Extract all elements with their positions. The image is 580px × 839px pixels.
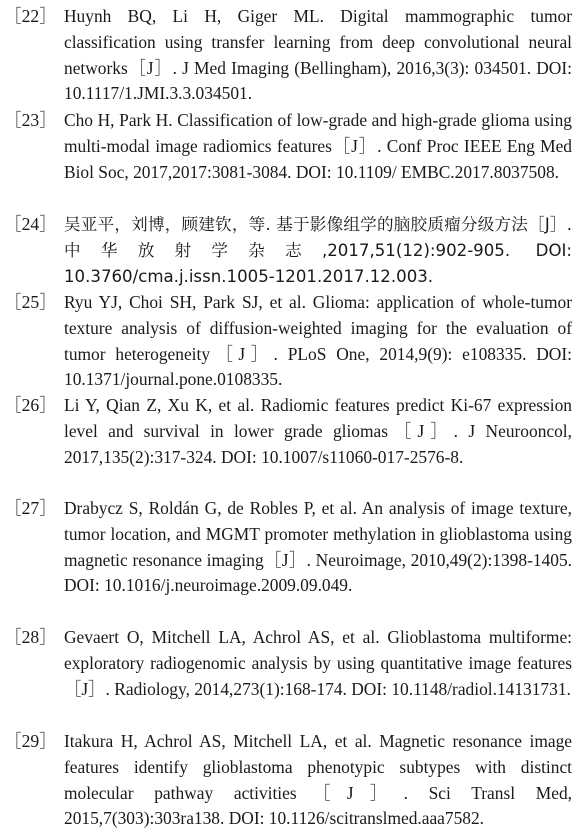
reference-text: 吴亚平，刘博，顾建钦，等. 基于影像组学的脑胶质瘤分级方法［J］. 中华放射学杂志,2017,51(12):902-905. DOI: 10.3760/cma.j.issn.1005-1201.2017.12.003.	[64, 215, 572, 286]
reference-text: Ryu YJ, Choi SH, Park SJ, et al. Glioma: application of whole-tumor texture analysis of diffusion-weighted imaging for the evaluation of tumor heterogeneity［J］. PLoS One, 2014,9(9): e108335. DOI: 10.1371/journal.pone.0108335.	[64, 292, 572, 390]
reference-text: Itakura H, Achrol AS, Mitchell LA, et al. Magnetic resonance image features identify glioblastoma phenotypic subtypes with distinct molecular pathway activities［J］. Sci Transl Med, 2015,7(303):303ra138. DOI: 10.1126/scitranslmed.aaa7582.	[64, 731, 572, 829]
reference-text: Drabycz S, Roldán G, de Robles P, et al. An analysis of image texture, tumor location, and MGMT promoter methylation in glioblastoma using magnetic resonance imaging［J］. Neuroimage, 2010,49(2):1398-1405. DOI: 10.1016/j.neuroimage.2009.09.049.	[64, 498, 572, 596]
reference-number: ［24］	[4, 214, 57, 234]
reference-number: ［26］	[4, 395, 57, 415]
reference-number: ［25］	[4, 292, 57, 312]
reference-text: Gevaert O, Mitchell LA, Achrol AS, et al. Glioblastoma multiforme: exploratory radiogenomic analysis by using quantitative image features［J］. Radiology, 2014,273(1):168-174. DOI: 10.1148/radiol.14131731.	[64, 627, 572, 699]
reference-text: Huynh BQ, Li H, Giger ML. Digital mammographic tumor classification using transfer learning from deep convolutional neural networks［J］. J Med Imaging (Bellingham), 2016,3(3): 034501. DOI: 10.1117/1.JMI.3.3.034501.	[64, 6, 572, 104]
reference-text: Cho H, Park H. Classification of low-grade and high-grade glioma using multi-modal image radiomics features［J］. Conf Proc IEEE Eng Med Biol Soc, 2017,2017:3081-3084. DOI: 10.1109/ EMBC.2017.8037508.	[64, 110, 572, 182]
reference-text: Li Y, Qian Z, Xu K, et al. Radiomic features predict Ki-67 expression level and survival in lower grade gliomas［J］. J Neurooncol, 2017,135(2):317-324. DOI: 10.1007/s11060-017-2576-8.	[64, 395, 572, 467]
reference-number: ［29］	[4, 731, 57, 751]
reference-number: ［27］	[4, 498, 57, 518]
reference-number: ［28］	[4, 627, 57, 647]
reference-number: ［22］	[4, 6, 57, 26]
reference-number: ［23］	[4, 110, 57, 130]
